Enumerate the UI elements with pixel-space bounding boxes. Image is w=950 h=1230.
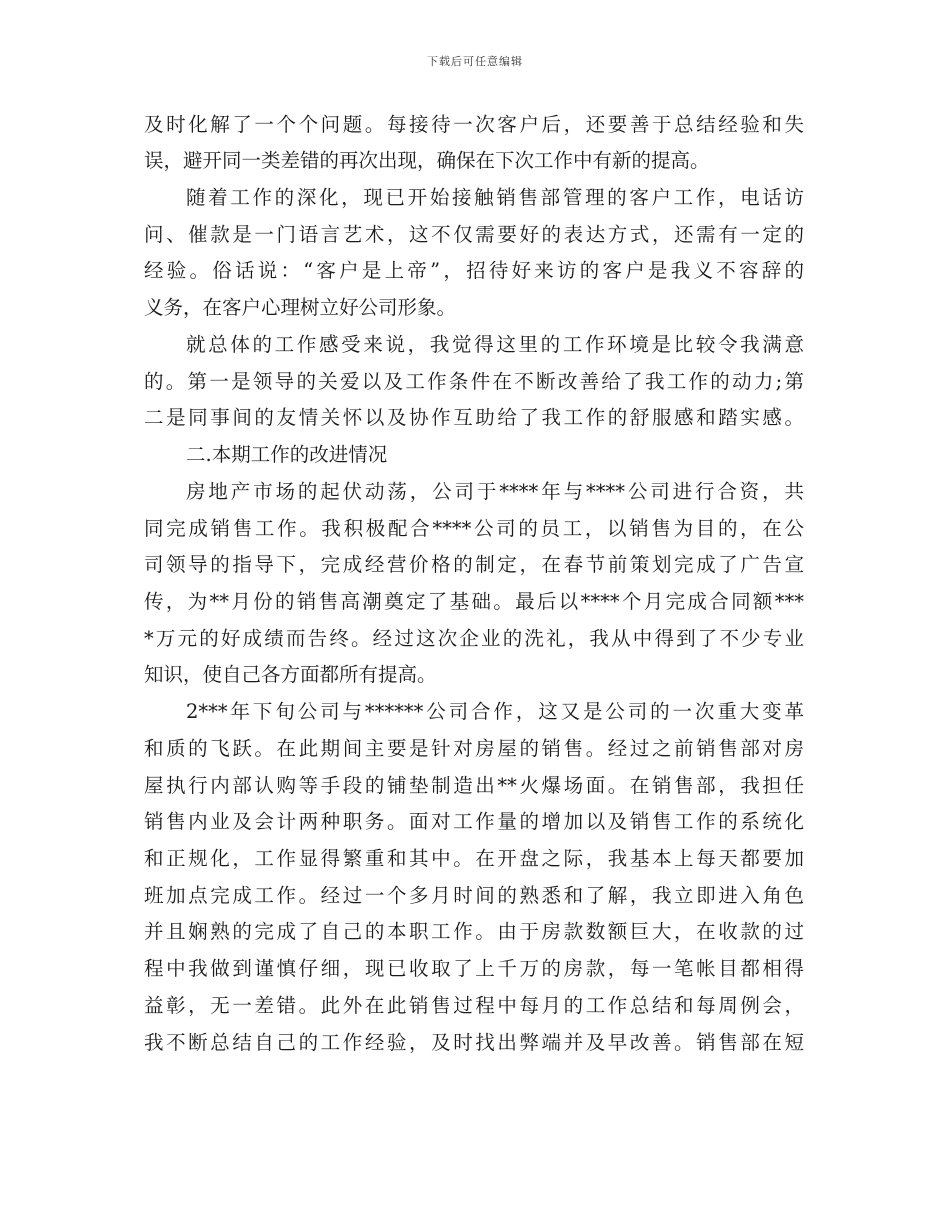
- text-line: 的。第一是领导的关爱以及工作条件在不断改善给了我工作的动力;第: [144, 370, 804, 393]
- text-line: 司领导的指导下，完成经营价格的制定，在春节前策划完成了广告宣: [144, 553, 804, 576]
- text-line: 问、催款是一门语言艺术，这不仅需要好的表达方式，还需有一定的: [144, 223, 804, 246]
- text-line: 益彰，无一差错。此外在此销售过程中每月的工作总结和每周例会，: [144, 994, 804, 1017]
- text-line: 屋执行内部认购等手段的铺垫制造出**火爆场面。在销售部，我担任: [144, 774, 804, 797]
- text-line: 同完成销售工作。我积极配合****公司的员工，以销售为目的，在公: [144, 517, 804, 540]
- text-line: 和质的飞跃。在此期间主要是针对房屋的销售。经过之前销售部对房: [144, 737, 804, 760]
- text-line: 知识，使自己各方面都所有提高。: [144, 663, 437, 686]
- text-line: 房地产市场的起伏动荡，公司于****年与****公司进行合资，共: [186, 480, 804, 503]
- text-line: 二是同事间的友情关怀以及协作互助给了我工作的舒服感和踏实感。: [144, 406, 804, 429]
- text-line: 和正规化，工作显得繁重和其中。在开盘之际，我基本上每天都要加: [144, 847, 804, 870]
- text-line: 并且娴熟的完成了自己的本职工作。由于房款数额巨大，在收款的过: [144, 920, 804, 943]
- text-line: 2***年下旬公司与******公司合作，这又是公司的一次重大变革: [186, 700, 804, 723]
- text-line: 我不断总结自己的工作经验，及时找出弊端并及早改善。销售部在短: [144, 1031, 804, 1054]
- page-header: 下载后可任意编辑: [427, 55, 523, 68]
- text-line: 义务，在客户心理树立好公司形象。: [144, 296, 457, 319]
- text-line: 传，为**月份的销售高潮奠定了基础。最后以****个月完成合同额***: [144, 590, 804, 613]
- text-line: 班加点完成工作。经过一个多月时间的熟悉和了解，我立即进入角色: [144, 884, 804, 907]
- text-line: *万元的好成绩而告终。经过这次企业的洗礼，我从中得到了不少专业: [144, 627, 804, 650]
- text-line: 就总体的工作感受来说，我觉得这里的工作环境是比较令我满意: [186, 333, 804, 356]
- text-line: 随着工作的深化，现已开始接触销售部管理的客户工作，电话访: [186, 186, 804, 209]
- text-line: 销售内业及会计两种职务。面对工作量的增加以及销售工作的系统化: [144, 810, 804, 833]
- text-line: 误，避开同一类差错的再次出现，确保在下次工作中有新的提高。: [144, 149, 710, 172]
- text-line: 程中我做到谨慎仔细，现已收取了上千万的房款，每一笔帐目都相得: [144, 957, 804, 980]
- text-line: 及时化解了一个个问题。每接待一次客户后，还要善于总结经验和失: [144, 113, 804, 136]
- section-heading: 二.本期工作的改进情况: [186, 443, 388, 466]
- text-line: 经验。俗话说：“客户是上帝”，招待好来访的客户是我义不容辞的: [144, 259, 804, 282]
